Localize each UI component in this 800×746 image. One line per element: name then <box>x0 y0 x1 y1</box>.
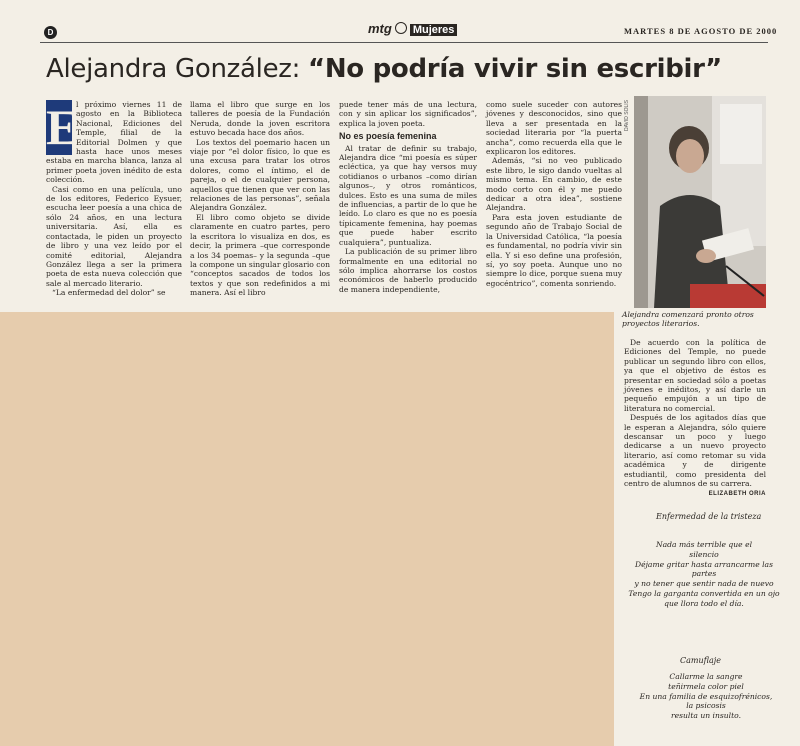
article-column-5 <box>624 338 766 499</box>
poem-line: Déjame gritar hasta arrancarme las partes <box>634 559 773 579</box>
issue-date: MARTES 8 DE AGOSTO DE 2000 <box>624 26 778 36</box>
paragraph: como suele suceder con autores jóvenes y desconocidos, sino que lleva a ser presentada en la sociedad literaria por “la puerta ancha”, como recuerda ella que le explicaron los editores. <box>486 100 622 157</box>
paragraph: Al tratar de definir su trabajo, Alejandra dice “mi poesía es súper ecléctica, ya que hay versos muy cotidianos o urbanos –como dirían algunos–, y otros románticos, dulces. Esto es una suma de miles de influencias, a partir de lo que he leído. Lo claro es que no es poesía típicamente femenina, hay poemas que puede haber escrito cualquiera”, puntualiza. <box>339 143 477 247</box>
paragraph: “La enfermedad del dolor” se <box>52 288 166 298</box>
poem-title: Enfermedad de la tristeza <box>656 512 762 521</box>
poem <box>636 672 776 721</box>
header-rule <box>40 42 768 43</box>
poem <box>624 540 784 609</box>
globe-icon <box>395 22 407 34</box>
paragraph: Casi como en una película, uno de los editores, Federico Eysuer, escucha leer poesía a una chica de sólo 24 años, en una lectura universitaria. Así, ella es contactada, le piden un proyecto de libro y una vez leído por el comité editorial, Alejandra González llega a ser la primera poeta de esta nueva colección que sale al mercado literario. <box>46 184 182 288</box>
poem-line: teñirmela color piel <box>668 681 744 691</box>
brand-left: mtg <box>368 21 392 36</box>
poem-line: la psicosis <box>686 701 726 711</box>
headline-name: Alejandra González: <box>46 54 301 84</box>
photo-caption: Alejandra comenzará pronto otros proyectos literarios. <box>622 310 754 329</box>
headline <box>46 54 722 84</box>
paragraph: Para esta joven estudiante de segundo año de Trabajo Social de la Universidad Católica, “la poesía es fundamental, no podría vivir sin ella. Y si eso define una profesión, sí, yo soy poeta. Aunque uno no siempre lo dice, porque suena muy egocéntrico”, comenta sonriendo. <box>486 212 622 288</box>
poem-line: silencio <box>689 549 719 559</box>
paragraph: De acuerdo con la política de Ediciones del Temple, no puede publicar un segundo libro con ellos, ya que el objetivo de éstos es presentar en sociedad sólo a poetas jóvenes e inéditos, y así darle un pequeño empujón a un tipo de literatura no comercial. <box>624 338 766 413</box>
poem-line: Nada más terrible que el <box>655 540 753 549</box>
photo-credit: DAVID SOLIS <box>624 100 630 132</box>
drop-cap: E <box>46 99 80 155</box>
paragraph: l próximo viernes 11 de agosto en la Biblioteca Nacional, Ediciones del Temple, filial de la Editorial Dolmen y que hasta hace unos meses estaba en marcha blanca, lanza al primer poeta joven inédito de esta colección. <box>46 100 182 185</box>
poem-line: que llora todo el día. <box>664 598 744 608</box>
section-brand <box>368 21 457 36</box>
section-badge: D <box>44 26 57 39</box>
poem-line: y no tener que sentir nada de nuevo <box>634 579 774 589</box>
portrait-photo <box>634 96 766 308</box>
paragraph: puede tener más de una lectura, con y sin aplicar los significados”, explica la joven poeta. <box>339 100 477 128</box>
headline-quote: “No podría vivir sin escribir” <box>308 54 722 84</box>
poem-line: Callarme la sangre <box>669 672 743 681</box>
portrait-image <box>634 96 766 308</box>
article-column-1 <box>46 100 182 298</box>
byline: ELIZABETH ORIA <box>708 490 766 497</box>
paragraph: La publicación de su primer libro formalmente en una editorial no sólo implica ahorrarse los costos económicos de haberlo producido de manera independiente, <box>339 247 477 294</box>
poem-line: Tengo la garganta convertida en un ojo <box>628 588 780 598</box>
paragraph: Los textos del poemario hacen un viaje por “el dolor físico, lo que es una excusa para tratar los otros dolores, como el íntimo, el de pareja, o el de cualquier persona, aquellos que tienen que ver con las relaciones de las personas”, señala Alejandra González. <box>190 137 330 213</box>
paragraph: El libro como objeto se divide claramente en cuatro partes, pero la escritora lo visualiza en dos, es decir, la primera –que corresponde a los 34 poemas– y la segunda –que la compone un singular glosario con “conceptos sacados de todos los textos y que son redefinidos a mi manera. Así el libro <box>190 212 330 298</box>
article-column-2 <box>190 100 330 298</box>
poem-title: Camuflaje <box>680 656 721 665</box>
paragraph: Después de los agitados días que le esperan a Alejandra, sólo quiere descansar un poco y luego dedicarse a un nuevo proyecto literario, así como retomar su vida académica y de dirigente estudiantil, como presidenta del centro de alumnos de su carrera. <box>624 413 766 489</box>
article-column-4 <box>486 100 622 288</box>
poem-line: resulta un insulto. <box>671 711 741 721</box>
paragraph: Además, “si no veo publicado este libro, le sigo dando vueltas al mismo tema. En cambio, de este modo corto con él y me puedo dedicar a otra idea”, sostiene Alejandra. <box>486 156 622 213</box>
subheading: No es poesía femenina <box>339 131 437 142</box>
brand-right: Mujeres <box>410 24 458 36</box>
paragraph: llama el libro que surge en los talleres de poesía de la Fundación Neruda, donde la joven escritora estuvo becada hace dos años. <box>190 100 330 138</box>
article-column-3 <box>339 100 477 294</box>
poem-line: En una familia de esquizofrénicos, <box>639 691 773 701</box>
